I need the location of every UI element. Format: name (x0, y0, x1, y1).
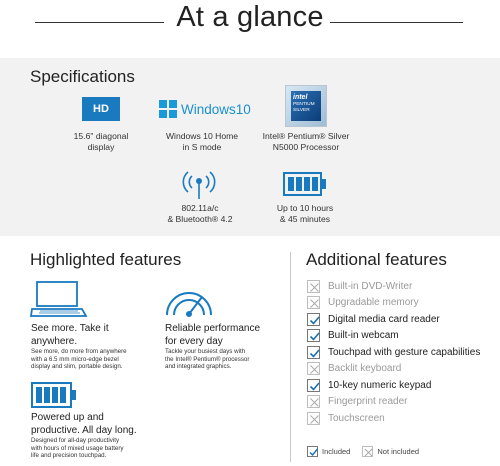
header (0, 0, 500, 52)
spec-display-line2: display (87, 142, 115, 152)
feature-performance-desc-3: and integrated graphics. (165, 363, 232, 371)
feature-list-label: Touchpad with gesture capabilities (328, 346, 481, 358)
feature-list-label: Upgradable memory (328, 297, 419, 309)
feature-list-label: Built-in DVD-Writer (328, 280, 413, 292)
feature-see-more-desc-1: See more, do more from anywhere (31, 348, 127, 355)
feature-battery-desc-2: with hours of mixed usage battery (31, 444, 124, 452)
feature-battery-title-2: productive. All day long. (31, 424, 137, 436)
spec-display-line1: 15.6" diagonal (73, 131, 129, 141)
spec-display (56, 131, 146, 153)
legend-not-included-label: Not included (377, 447, 420, 456)
feature-list-label: Backlit keyboard (328, 363, 402, 375)
spec-processor-line1: Intel® Pentium® Silver (262, 131, 350, 141)
spec-wireless (150, 203, 250, 225)
additional-features-list (307, 278, 480, 427)
not-included-x-icon (307, 296, 320, 309)
spec-os-line1: Windows 10 Home (165, 131, 239, 141)
highlighted-features-title: Highlighted features (30, 250, 182, 269)
specifications-section (0, 58, 500, 236)
spec-processor (250, 131, 362, 153)
feature-list-item (307, 377, 480, 394)
feature-list-label: Touchscreen (328, 412, 385, 424)
battery-icon (31, 382, 77, 408)
section-divider (290, 252, 291, 462)
feature-see-more-desc-2: with a 6.5 mm micro-edge bezel (31, 355, 119, 363)
feature-battery-desc-1: Designed for all-day productivity (31, 437, 120, 444)
spec-os-line2: in S mode (182, 142, 222, 152)
feature-list-label: Built-in webcam (328, 330, 399, 342)
windows-logo-icon (159, 100, 251, 118)
included-check-icon (307, 446, 318, 457)
performance-gauge-icon (164, 283, 214, 319)
feature-performance-desc-2: the Intel® Pentium® processor (165, 355, 250, 363)
additional-features-title: Additional features (306, 250, 447, 269)
not-included-x-icon (362, 446, 373, 457)
not-included-x-icon (307, 280, 320, 293)
feature-battery-desc-3: life and precision touchpad. (31, 452, 107, 460)
feature-performance (165, 323, 285, 371)
spec-battery-line2: & 45 minutes (279, 214, 331, 224)
feature-performance-title-1: Reliable performance (165, 323, 261, 334)
intel-badge-line1: PENTIUM (293, 102, 315, 107)
feature-see-more-desc-3: display and slim, portable design. (31, 363, 123, 371)
spec-battery (255, 203, 355, 225)
included-check-icon (307, 379, 320, 392)
spec-processor-line2: N5000 Processor (272, 142, 340, 152)
header-rule-right (330, 22, 463, 23)
intel-badge-brand: intel (293, 94, 308, 101)
feature-performance-desc-1: Tackle your busiest days with (165, 348, 246, 355)
feature-see-more-title-2: anywhere. (31, 335, 78, 347)
page-title: At a glance (176, 1, 324, 33)
feature-battery-title-1: Powered up and (31, 412, 104, 423)
battery-icon (283, 172, 327, 196)
feature-see-more-title-1: See more. Take it (31, 323, 109, 334)
feature-list-item (307, 394, 480, 411)
feature-list-item (307, 344, 480, 361)
specifications-title: Specifications (30, 67, 135, 86)
feature-list-item (307, 311, 480, 328)
spec-wireless-line1: 802.11a/c (181, 203, 219, 213)
legend-included-label: Included (322, 447, 351, 456)
included-check-icon (307, 329, 320, 342)
not-included-x-icon (307, 362, 320, 375)
feature-battery (31, 412, 151, 460)
laptop-display-icon (30, 280, 88, 318)
feature-list-item (307, 361, 480, 378)
spec-wireless-line2: & Bluetooth® 4.2 (167, 214, 233, 224)
feature-list-label: Digital media card reader (328, 313, 440, 325)
spec-os (152, 131, 252, 153)
spec-battery-line1: Up to 10 hours (276, 203, 334, 213)
not-included-x-icon (307, 395, 320, 408)
wireless-antenna-icon (178, 166, 220, 200)
hd-display-icon: HD (82, 97, 120, 121)
feature-list-item (307, 328, 480, 345)
feature-list-label: 10-key numeric keypad (328, 379, 432, 391)
feature-list-item (307, 410, 480, 427)
feature-performance-title-2: for every day (165, 335, 223, 347)
not-included-x-icon (307, 412, 320, 425)
included-check-icon (307, 346, 320, 359)
feature-legend (307, 446, 419, 457)
windows-logo-text: Windows10 (181, 101, 251, 117)
intel-pentium-badge-icon (285, 85, 327, 127)
included-check-icon (307, 313, 320, 326)
intel-badge-line2: SILVER (293, 107, 310, 113)
feature-list-item (307, 278, 480, 295)
feature-list-item (307, 295, 480, 312)
feature-list-label: Fingerprint reader (328, 396, 408, 408)
feature-see-more (31, 323, 151, 371)
